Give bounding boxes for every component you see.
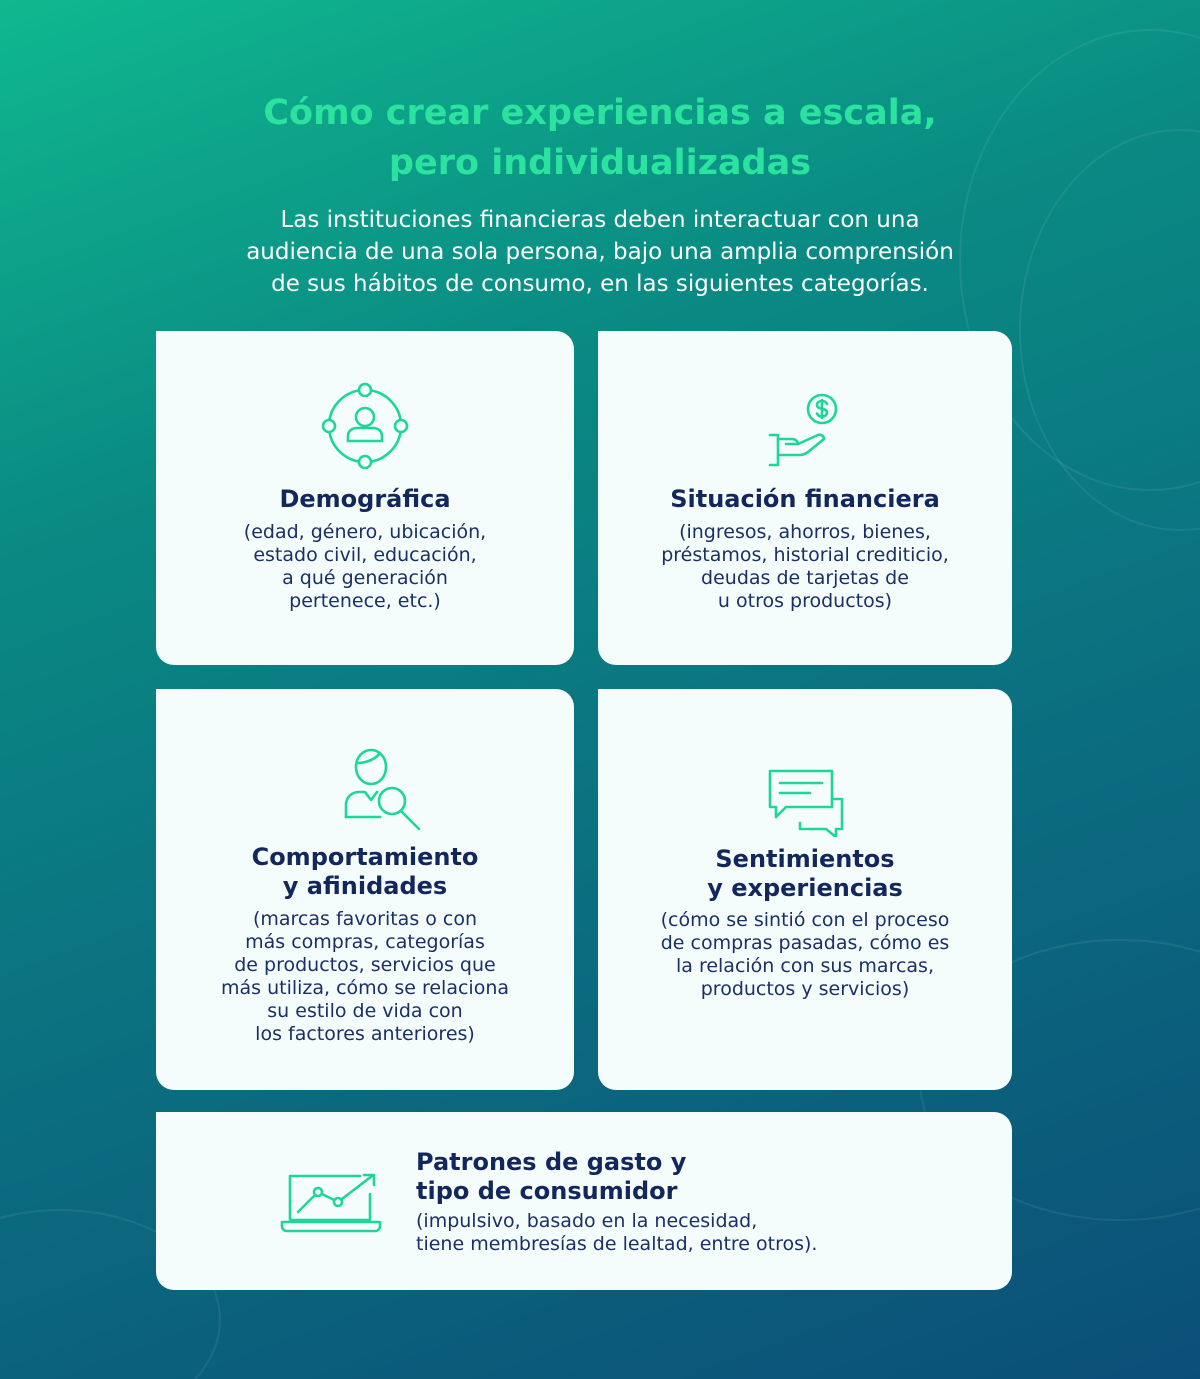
card-title-line: Comportamiento	[251, 843, 479, 871]
card-description	[598, 909, 1012, 1001]
card-desc-line: (marcas favoritas o con	[252, 908, 478, 930]
subtitle-line: audiencia de una sola persona, bajo una amplia comprensión	[246, 239, 954, 265]
card-desc-line: (ingresos, ahorros, bienes,	[679, 521, 931, 543]
card-desc-line: la relación con sus marcas,	[675, 955, 934, 977]
card-desc-line: estado civil, educación,	[253, 544, 477, 566]
card-situacion-financiera	[598, 331, 1012, 665]
card-desc-line: de compras pasadas, cómo es	[660, 932, 950, 954]
card-desc-line: deudas de tarjetas de	[701, 567, 909, 589]
card-desc-line: los factores anteriores)	[255, 1023, 475, 1045]
laptop-chart-icon	[280, 1172, 382, 1234]
card-description	[598, 521, 1012, 613]
card-title	[598, 845, 1012, 903]
card-title	[156, 843, 574, 901]
card-demografica	[156, 331, 574, 665]
card-description	[156, 521, 574, 613]
hand-coin-icon	[766, 391, 846, 471]
card-title-line: Demográfica	[279, 485, 451, 513]
card-comportamiento	[156, 689, 574, 1090]
card-title-line: Sentimientos	[715, 845, 895, 873]
title-line: pero individualizadas	[388, 143, 812, 183]
card-desc-line: (impulsivo, basado en la necesidad,	[416, 1210, 758, 1232]
card-title-line: y experiencias	[707, 874, 903, 902]
page-title	[0, 88, 1200, 188]
card-description	[416, 1210, 996, 1256]
card-desc-line: más utiliza, cómo se relaciona	[220, 977, 510, 999]
title-line: Cómo crear experiencias a escala,	[263, 93, 937, 133]
subtitle-line: Las instituciones financieras deben interactuar con una	[280, 207, 920, 233]
card-description	[156, 908, 574, 1046]
card-title	[416, 1148, 996, 1206]
card-desc-line: a qué generación	[282, 567, 448, 589]
card-desc-line: u otros productos)	[717, 590, 893, 612]
card-title-line: y afinidades	[282, 872, 448, 900]
card-desc-line: pertenece, etc.)	[289, 590, 441, 612]
card-title	[598, 485, 1012, 514]
card-desc-line: su estilo de vida con	[267, 1000, 463, 1022]
card-desc-line: préstamos, historial crediticio,	[661, 544, 949, 566]
card-desc-line: (cómo se sintió con el proceso	[660, 909, 950, 931]
card-patrones-gasto	[156, 1112, 1012, 1290]
card-desc-line: (edad, género, ubicación,	[243, 521, 487, 543]
card-sentimientos	[598, 689, 1012, 1090]
subtitle-line: de sus hábitos de consumo, en las siguientes categorías.	[271, 271, 929, 297]
person-search-icon	[342, 745, 430, 837]
card-title	[156, 485, 574, 514]
card-desc-line: productos y servicios)	[700, 978, 910, 1000]
person-network-icon	[318, 379, 412, 473]
card-title-line: Patrones de gasto y	[416, 1148, 687, 1176]
card-desc-line: tiene membresías de lealtad, entre otros).	[416, 1233, 818, 1255]
card-desc-line: más compras, categorías	[245, 931, 485, 953]
card-desc-line: de productos, servicios que	[234, 954, 496, 976]
card-title-line: Situación financiera	[670, 485, 940, 513]
chat-bubbles-icon	[766, 767, 846, 837]
page-subtitle	[100, 204, 1100, 300]
card-title-line: tipo de consumidor	[416, 1177, 678, 1205]
